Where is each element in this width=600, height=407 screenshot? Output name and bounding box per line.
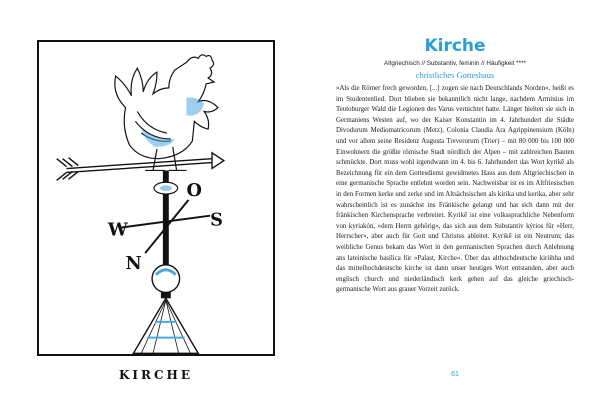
weathervane-drawing xyxy=(39,42,273,354)
letter-o: O xyxy=(186,180,202,202)
vane-ball xyxy=(152,265,180,298)
letter-s: S xyxy=(210,209,223,231)
entry-title: Kirche xyxy=(424,36,486,56)
entry-subtitle: christliches Gotteshaus xyxy=(415,70,495,80)
letter-n: N xyxy=(125,252,142,274)
page-number: 61 xyxy=(451,371,459,378)
upper-finial xyxy=(154,182,178,194)
church-spire xyxy=(133,298,198,353)
letter-w: W xyxy=(107,219,128,241)
entry-body-text: »Als die Römer frech geworden, [...] zogen sie nach Deutschlands Norden«, heißt es im Studentenlied. Dort blieben sie bekanntlich nicht lange, nachdem Arminius im Teutoburger Wald die Legionen des Varus vernichtet hatte. Länger hielten sie sich in Germaniens Westen auf, wo der Kaiser Konstantin im 4. Jahrhundert die Städte Divodurum Mediomatricorum (Metz), Colonia Claudia Ara Agrippinensium (Köln) und vor allem seine Residenz Augusta Treverorum (Trier) – mit 80 000 bis 100 000 Einwohnern die größte römische Stadt nördlich der Alpen – mit zahlreichen Bauten schmückte. Dort muss wohl irgendwann im 4. bis 6. Jahrhundert das Wort kyrikē als Bezeichnung für ein dem Gottesdienst gewidmetes Haus aus dem Altgriechischen in eine germanische Sprache entlehnt worden sein. Nachweisbar ist es im Altfriesischen in den Formen kerke und zerke und im Altsächsischen als kirika und kerika, aber sehr wahrscheinlich ist es zunächst ins Fränkische gelangt und hat sich dann mit der fränkischen Kirchensprache verbreitet. Kyrikē ist eine volkssprachliche Nebenform von kyriakón, »dem Herrn gehörig«, das sich aus dem Substantiv kýrios für »Herr, Herrscher«, aber auch für Gott und Christus ableitet. Kyrikē ist ein Neutrum; das weibliche Genus bekam das Wort in den germanischen Sprachen durch Anlehnung ans lateinische basilica für »Palast, Kirche«. Über das althochdeutsche kiriihha und das mittelhochdeutsche kirche ist dann unser heutiges Wort entstanden, aber auch englisch church und niederländisch kerk gehen auf das gleiche griechisch-germanische Wort aus grauer Vorzeit zurück. xyxy=(336,85,574,294)
rooster-figure xyxy=(115,55,218,171)
arrow-pointer xyxy=(57,153,224,181)
entry-meta: Altgriechisch // Substantiv, feminin // Häufigkeit **** xyxy=(384,60,526,67)
weathervane-illustration xyxy=(37,40,275,356)
plate-caption: KIRCHE xyxy=(118,368,194,382)
